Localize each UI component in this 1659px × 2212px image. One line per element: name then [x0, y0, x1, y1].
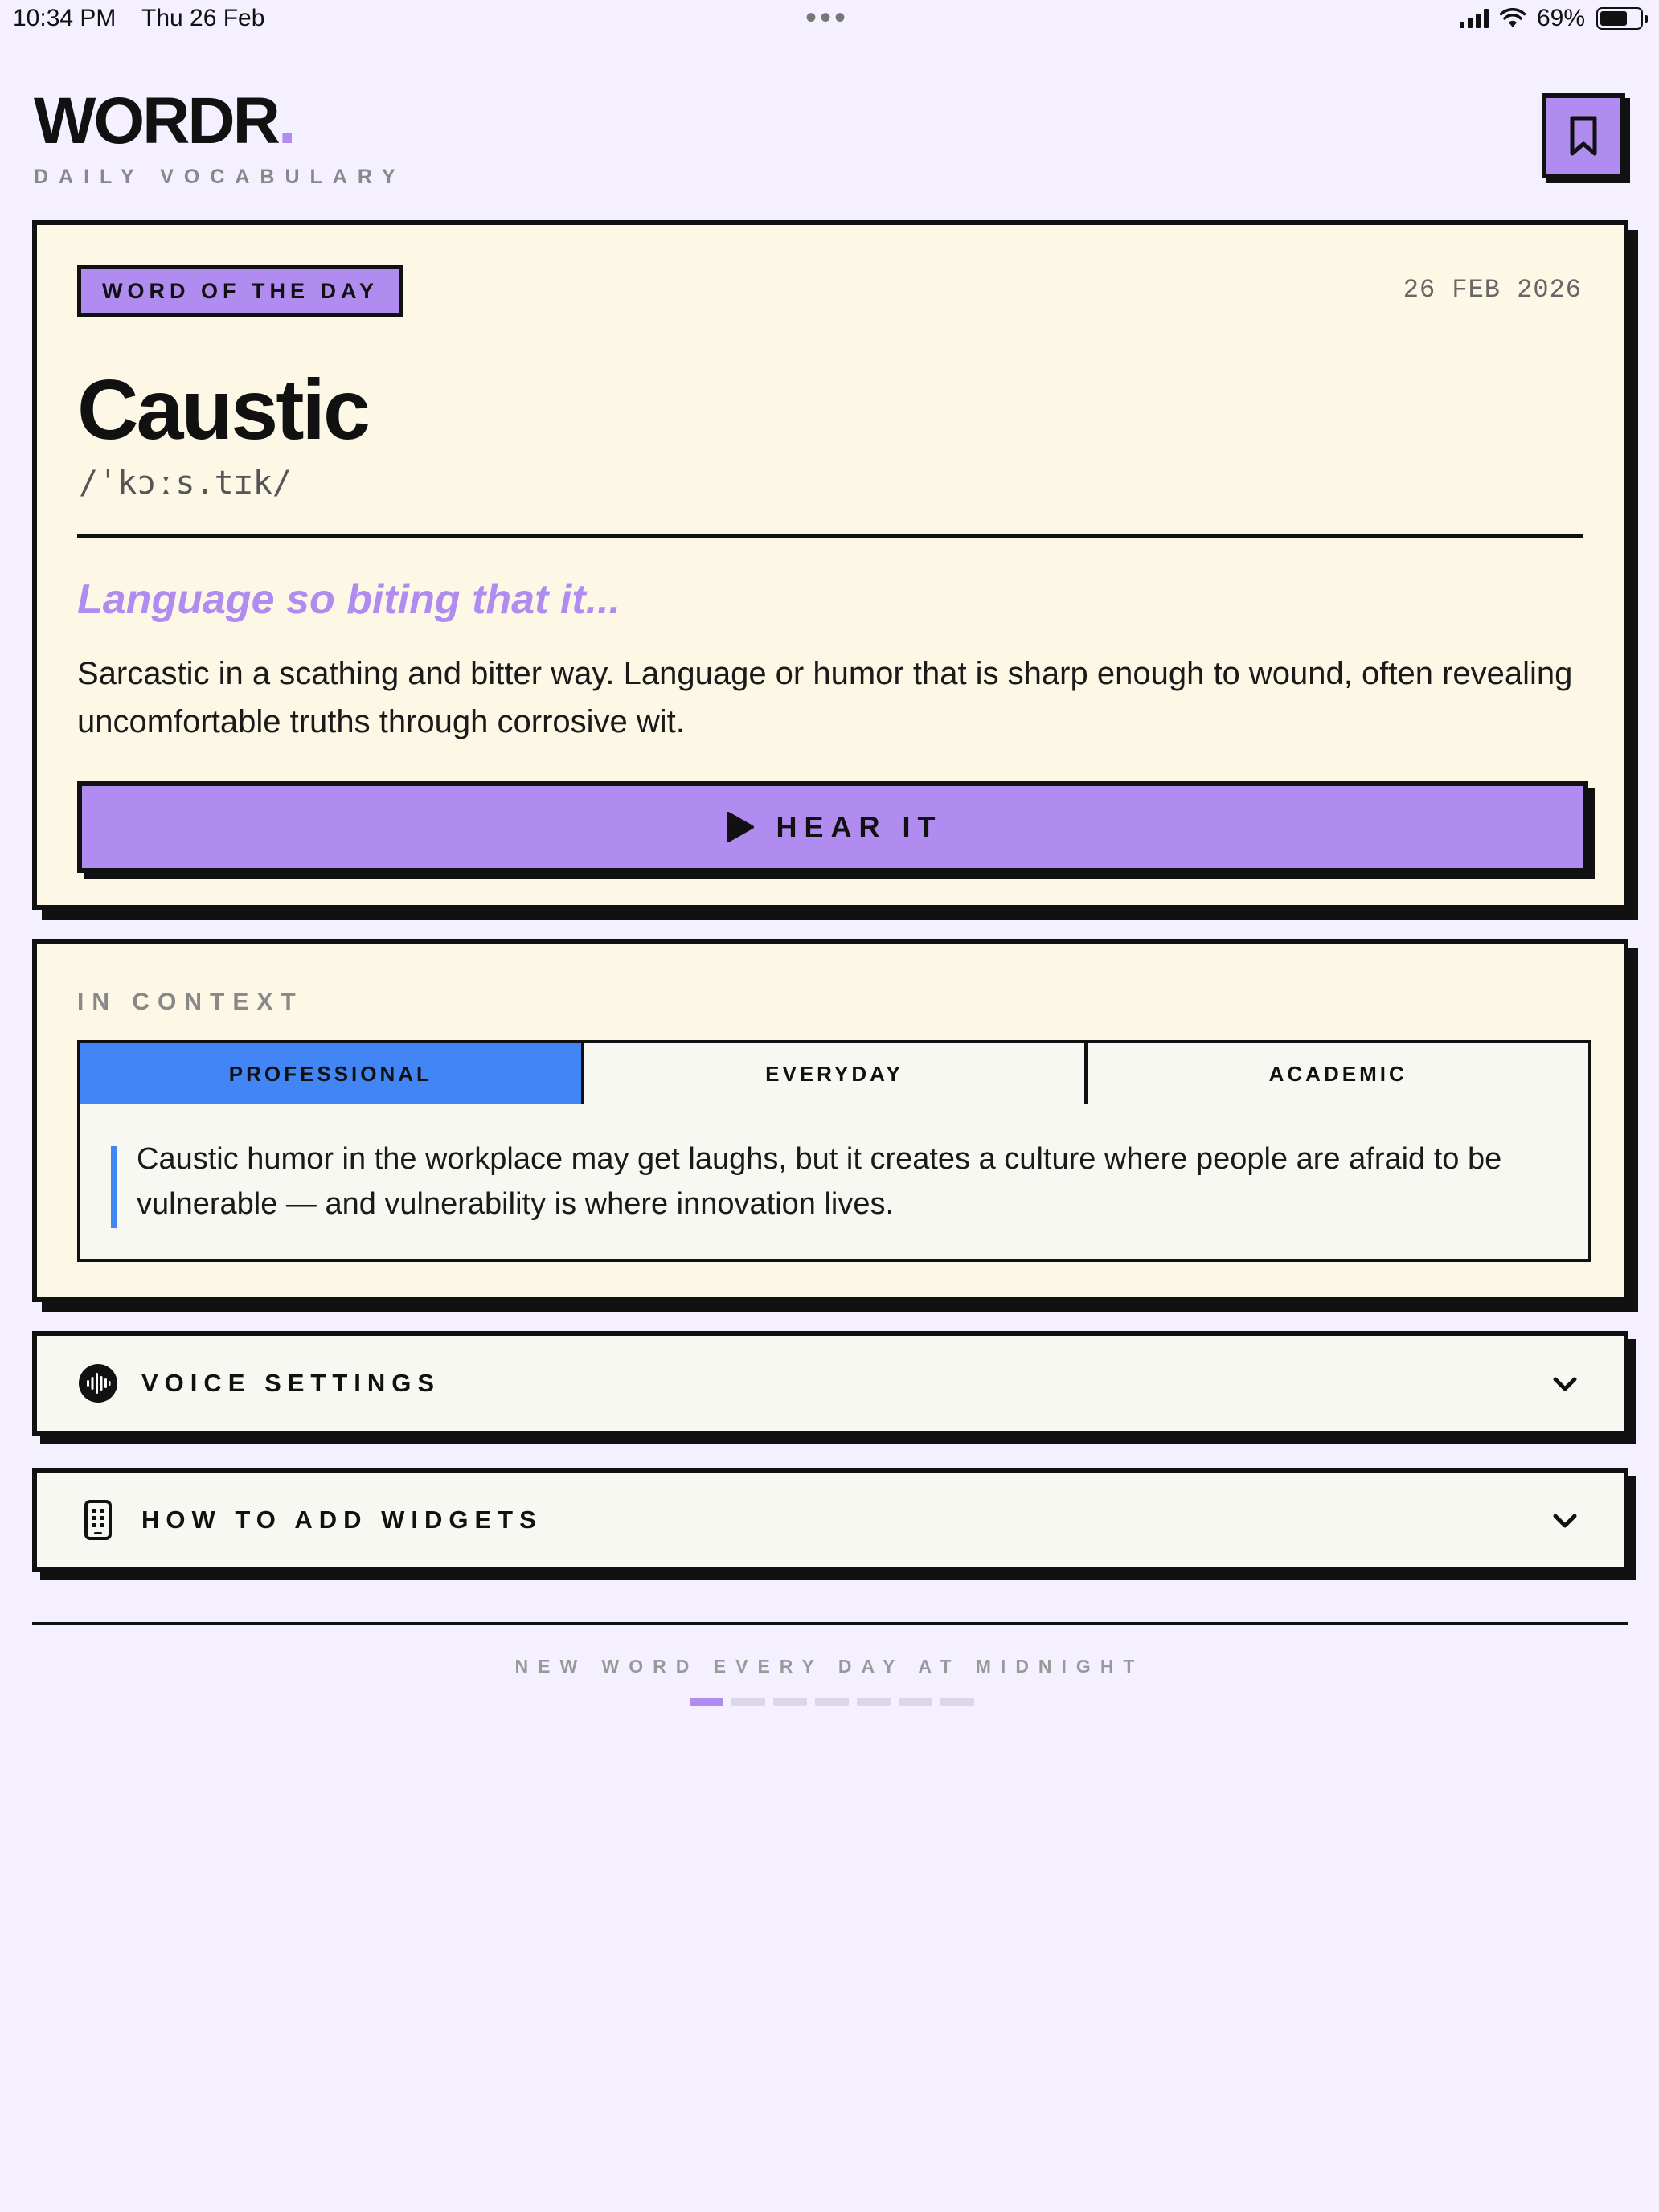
logo-dot: .	[277, 84, 294, 158]
hear-it-label: HEAR IT	[776, 810, 943, 843]
quote-accent-bar	[111, 1146, 117, 1228]
word-date: 26 FEB 2026	[1403, 275, 1582, 305]
audio-wave-icon	[77, 1362, 119, 1404]
status-time: 10:34 PM	[13, 5, 117, 31]
word-definition: Sarcastic in a scathing and bitter way. Language or humor that is sharp enough to wound, often revealing uncomfortable truths through corrosive wit.	[77, 656, 1573, 739]
word-hook: Language so biting that it...	[77, 576, 621, 623]
add-widgets-accordion[interactable]	[32, 1468, 1628, 1572]
app-tagline: DAILY VOCABULARY	[34, 166, 406, 188]
logo-text: WORDR	[34, 84, 278, 158]
chevron-down-icon	[1551, 1508, 1579, 1532]
page-dot	[899, 1698, 932, 1706]
tab-everyday[interactable]: EVERYDAY	[584, 1043, 1088, 1104]
context-example-text: Caustic humor in the workplace may get laughs, but it creates a culture where people are afraid to be vulnerable — and vulnerability is where innovation lives.	[137, 1142, 1502, 1221]
multitasking-dots[interactable]: •••	[805, 0, 850, 35]
bookmark-icon	[1567, 115, 1600, 157]
tab-academic[interactable]: ACADEMIC	[1268, 1061, 1407, 1086]
chevron-down-icon	[1551, 1371, 1579, 1395]
phone-icon	[77, 1499, 119, 1541]
cellular-signal-icon	[1460, 9, 1489, 28]
tab-professional[interactable]: PROFESSIONAL	[80, 1043, 584, 1104]
footer-divider	[32, 1622, 1628, 1625]
status-bar	[0, 0, 1659, 42]
status-date: Thu 26 Feb	[141, 5, 265, 31]
battery-fill	[1600, 11, 1627, 26]
status-indicators	[1460, 5, 1643, 32]
battery-percent: 69%	[1536, 5, 1585, 31]
page-dot	[815, 1698, 849, 1706]
play-icon	[723, 810, 756, 844]
page-indicator	[690, 1698, 974, 1706]
word-of-the-day-card	[32, 220, 1628, 910]
app-logo	[34, 85, 294, 158]
in-context-title: IN CONTEXT	[77, 989, 304, 1015]
voice-settings-label: VOICE SETTINGS	[141, 1369, 441, 1397]
word-of-the-day-badge: WORD OF THE DAY	[77, 265, 403, 317]
context-tabs	[77, 1040, 1591, 1108]
context-example-box	[77, 1104, 1591, 1262]
word-pronunciation: /ˈkɔːs.tɪk/	[79, 465, 292, 502]
word-title: Caustic	[77, 363, 368, 457]
page-dot	[731, 1698, 765, 1706]
footer-text: NEW WORD EVERY DAY AT MIDNIGHT	[514, 1656, 1145, 1677]
battery-icon	[1596, 7, 1643, 30]
wifi-icon	[1500, 8, 1526, 29]
hear-it-button[interactable]	[77, 781, 1588, 873]
in-context-card	[32, 939, 1628, 1302]
bookmark-button[interactable]	[1542, 93, 1625, 178]
voice-settings-accordion[interactable]	[32, 1331, 1628, 1436]
page-dot	[940, 1698, 974, 1706]
page-dot	[690, 1698, 723, 1706]
page-dot	[773, 1698, 807, 1706]
page-dot	[857, 1698, 891, 1706]
add-widgets-label: HOW TO ADD WIDGETS	[141, 1505, 543, 1534]
divider	[77, 534, 1583, 538]
